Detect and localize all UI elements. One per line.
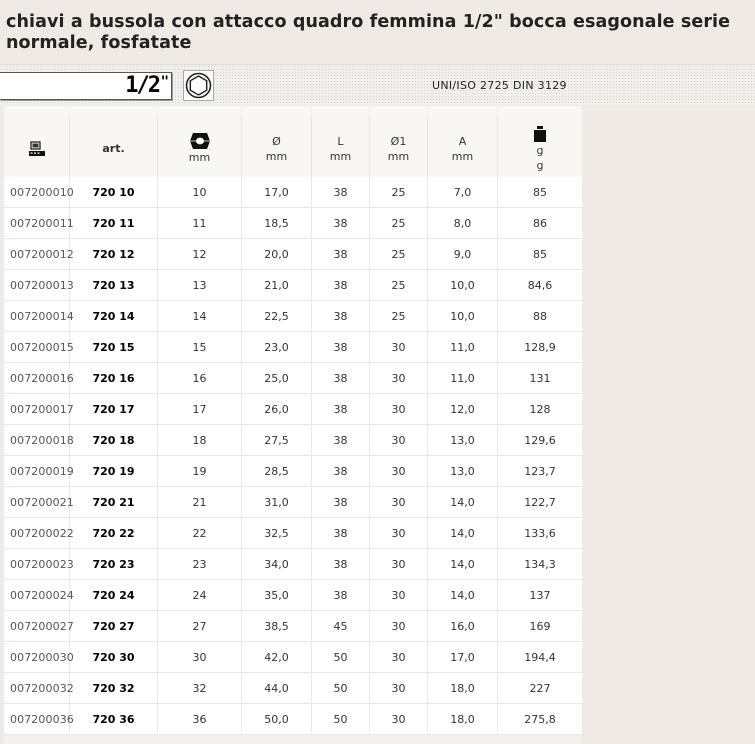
table-row [4, 332, 582, 363]
header-d1-unit: mm [387, 149, 410, 163]
header-a-label: A [458, 134, 467, 148]
cell-a: 8,0 [428, 208, 498, 239]
cell-weight: 129,6 [498, 425, 582, 456]
cell-weight: 275,8 [498, 704, 582, 735]
cell-size: 24 [158, 580, 242, 611]
cell-l: 50 [312, 704, 370, 735]
cell-size: 23 [158, 549, 242, 580]
hex-nut-icon [189, 134, 211, 147]
header-d1-label: Ø1 [390, 134, 407, 148]
table-row [4, 704, 582, 735]
cell-d1: 30 [370, 549, 428, 580]
cell-l: 38 [312, 580, 370, 611]
cell-d: 20,0 [242, 239, 312, 270]
cell-d1: 30 [370, 456, 428, 487]
cell-d1: 30 [370, 332, 428, 363]
cell-l: 50 [312, 673, 370, 704]
cell-art: 720 15 [70, 332, 158, 363]
cell-weight: 128 [498, 394, 582, 425]
cell-d1: 30 [370, 673, 428, 704]
header-weight-unit-2: g [536, 158, 544, 172]
cell-d: 26,0 [242, 394, 312, 425]
table-row [4, 673, 582, 704]
header-d-label: Ø [272, 134, 281, 148]
cell-art: 720 19 [70, 456, 158, 487]
cell-art: 720 17 [70, 394, 158, 425]
cell-weight: 85 [498, 239, 582, 270]
drive-size-value: 1/2 [125, 73, 159, 98]
cell-weight: 123,7 [498, 456, 582, 487]
header-size-unit: mm [188, 151, 211, 164]
drive-size-quote: " [160, 74, 169, 90]
cell-a: 14,0 [428, 549, 498, 580]
cell-a: 10,0 [428, 301, 498, 332]
cell-size: 12 [158, 239, 242, 270]
cell-code: 007200036 [4, 704, 70, 735]
cell-d: 28,5 [242, 456, 312, 487]
cell-l: 45 [312, 611, 370, 642]
cell-a: 17,0 [428, 642, 498, 673]
cell-art: 720 36 [70, 704, 158, 735]
cell-size: 21 [158, 487, 242, 518]
cell-l: 38 [312, 177, 370, 208]
cell-d1: 25 [370, 208, 428, 239]
header-d-unit: mm [265, 149, 288, 163]
cell-art: 720 11 [70, 208, 158, 239]
table-row [4, 270, 582, 301]
cell-art: 720 22 [70, 518, 158, 549]
cell-l: 38 [312, 301, 370, 332]
cell-d1: 25 [370, 301, 428, 332]
cell-d1: 25 [370, 270, 428, 301]
computer-icon [28, 142, 46, 155]
cell-d: 17,0 [242, 177, 312, 208]
cell-l: 38 [312, 394, 370, 425]
cell-l: 50 [312, 642, 370, 673]
cell-art: 720 13 [70, 270, 158, 301]
header-l-unit: mm [329, 149, 352, 163]
table-row [4, 301, 582, 332]
table-row [4, 208, 582, 239]
cell-a: 14,0 [428, 518, 498, 549]
cell-d: 34,0 [242, 549, 312, 580]
cell-code: 007200027 [4, 611, 70, 642]
cell-d1: 30 [370, 487, 428, 518]
cell-size: 19 [158, 456, 242, 487]
hex-socket-icon [183, 70, 214, 101]
table-header-row [4, 106, 582, 177]
cell-d: 50,0 [242, 704, 312, 735]
cell-code: 007200016 [4, 363, 70, 394]
cell-a: 11,0 [428, 332, 498, 363]
cell-weight: 169 [498, 611, 582, 642]
cell-d1: 30 [370, 704, 428, 735]
product-table [4, 106, 582, 744]
cell-d: 18,5 [242, 208, 312, 239]
cell-a: 13,0 [428, 456, 498, 487]
cell-a: 18,0 [428, 704, 498, 735]
cell-a: 14,0 [428, 580, 498, 611]
cell-art: 720 24 [70, 580, 158, 611]
header-art [70, 106, 158, 177]
cell-size: 13 [158, 270, 242, 301]
cell-art: 720 18 [70, 425, 158, 456]
cell-size: 16 [158, 363, 242, 394]
cell-a: 10,0 [428, 270, 498, 301]
header-weight-unit-1: g [536, 143, 544, 157]
header-l-label: L [337, 134, 344, 148]
cell-code: 007200030 [4, 642, 70, 673]
cell-l: 38 [312, 208, 370, 239]
cell-l: 38 [312, 549, 370, 580]
cell-weight: 133,6 [498, 518, 582, 549]
cell-d: 22,5 [242, 301, 312, 332]
cell-d: 44,0 [242, 673, 312, 704]
cell-d: 25,0 [242, 363, 312, 394]
table-row [4, 580, 582, 611]
cell-l: 38 [312, 270, 370, 301]
cell-d1: 30 [370, 394, 428, 425]
cell-art: 720 21 [70, 487, 158, 518]
cell-weight: 84,6 [498, 270, 582, 301]
weight-icon [532, 127, 548, 140]
cell-code: 007200021 [4, 487, 70, 518]
drive-size-box [0, 72, 172, 100]
cell-size: 18 [158, 425, 242, 456]
table-row [4, 487, 582, 518]
cell-code: 007200010 [4, 177, 70, 208]
cell-code: 007200018 [4, 425, 70, 456]
cell-code: 007200012 [4, 239, 70, 270]
table-row [4, 642, 582, 673]
cell-d: 31,0 [242, 487, 312, 518]
cell-d: 27,5 [242, 425, 312, 456]
table-row [4, 425, 582, 456]
header-size [158, 106, 242, 177]
cell-weight: 227 [498, 673, 582, 704]
cell-size: 27 [158, 611, 242, 642]
cell-weight: 88 [498, 301, 582, 332]
cell-code: 007200024 [4, 580, 70, 611]
cell-d: 42,0 [242, 642, 312, 673]
cell-art: 720 23 [70, 549, 158, 580]
cell-d1: 30 [370, 580, 428, 611]
cell-weight: 194,4 [498, 642, 582, 673]
table-row [4, 239, 582, 270]
cell-d: 23,0 [242, 332, 312, 363]
table-row [4, 549, 582, 580]
table-row [4, 611, 582, 642]
cell-d: 38,5 [242, 611, 312, 642]
cell-weight: 131 [498, 363, 582, 394]
cell-art: 720 30 [70, 642, 158, 673]
cell-weight: 85 [498, 177, 582, 208]
cell-d: 21,0 [242, 270, 312, 301]
cell-l: 38 [312, 518, 370, 549]
cell-weight: 134,3 [498, 549, 582, 580]
cell-art: 720 27 [70, 611, 158, 642]
cell-art: 720 32 [70, 673, 158, 704]
cell-d1: 30 [370, 518, 428, 549]
header-d [242, 106, 312, 177]
cell-d1: 30 [370, 611, 428, 642]
header-a-unit: mm [451, 149, 474, 163]
header-l [312, 106, 370, 177]
cell-l: 38 [312, 425, 370, 456]
cell-size: 32 [158, 673, 242, 704]
cell-size: 11 [158, 208, 242, 239]
cell-d1: 30 [370, 425, 428, 456]
cell-code: 007200013 [4, 270, 70, 301]
cell-a: 16,0 [428, 611, 498, 642]
cell-code: 007200017 [4, 394, 70, 425]
standard-label: UNI/ISO 2725 DIN 3129 [432, 79, 567, 92]
cell-a: 7,0 [428, 177, 498, 208]
cell-size: 15 [158, 332, 242, 363]
cell-a: 14,0 [428, 487, 498, 518]
cell-code: 007200015 [4, 332, 70, 363]
cell-d1: 30 [370, 363, 428, 394]
cell-d1: 25 [370, 177, 428, 208]
header-a [428, 106, 498, 177]
drive-size-label [125, 73, 169, 98]
cell-code: 007200011 [4, 208, 70, 239]
cell-l: 38 [312, 239, 370, 270]
cell-code: 007200023 [4, 549, 70, 580]
table-row [4, 394, 582, 425]
cell-d: 32,5 [242, 518, 312, 549]
cell-size: 14 [158, 301, 242, 332]
table-row [4, 363, 582, 394]
cell-size: 36 [158, 704, 242, 735]
header-weight [498, 106, 582, 177]
page-title: chiavi a bussola con attacco quadro femmina 1/2" bocca esagonale serie normale, fosfatate [6, 12, 731, 53]
cell-code: 007200019 [4, 456, 70, 487]
cell-size: 22 [158, 518, 242, 549]
cell-l: 38 [312, 332, 370, 363]
cell-d1: 25 [370, 239, 428, 270]
cell-a: 12,0 [428, 394, 498, 425]
cell-art: 720 10 [70, 177, 158, 208]
cell-weight: 128,9 [498, 332, 582, 363]
cell-weight: 122,7 [498, 487, 582, 518]
cell-a: 18,0 [428, 673, 498, 704]
cell-l: 38 [312, 456, 370, 487]
cell-a: 13,0 [428, 425, 498, 456]
cell-size: 30 [158, 642, 242, 673]
cell-code: 007200014 [4, 301, 70, 332]
cell-code: 007200032 [4, 673, 70, 704]
cell-l: 38 [312, 363, 370, 394]
cell-art: 720 16 [70, 363, 158, 394]
table-row [4, 456, 582, 487]
cell-a: 11,0 [428, 363, 498, 394]
header-art-label: art. [102, 142, 125, 155]
product-info-band [0, 64, 755, 105]
cell-weight: 137 [498, 580, 582, 611]
cell-art: 720 12 [70, 239, 158, 270]
table-row [4, 177, 582, 208]
cell-d1: 30 [370, 642, 428, 673]
cell-size: 10 [158, 177, 242, 208]
cell-d: 35,0 [242, 580, 312, 611]
cell-size: 17 [158, 394, 242, 425]
cell-l: 38 [312, 487, 370, 518]
header-code [4, 106, 70, 177]
header-d1 [370, 106, 428, 177]
cell-art: 720 14 [70, 301, 158, 332]
table-row [4, 518, 582, 549]
cell-a: 9,0 [428, 239, 498, 270]
cell-code: 007200022 [4, 518, 70, 549]
cell-weight: 86 [498, 208, 582, 239]
